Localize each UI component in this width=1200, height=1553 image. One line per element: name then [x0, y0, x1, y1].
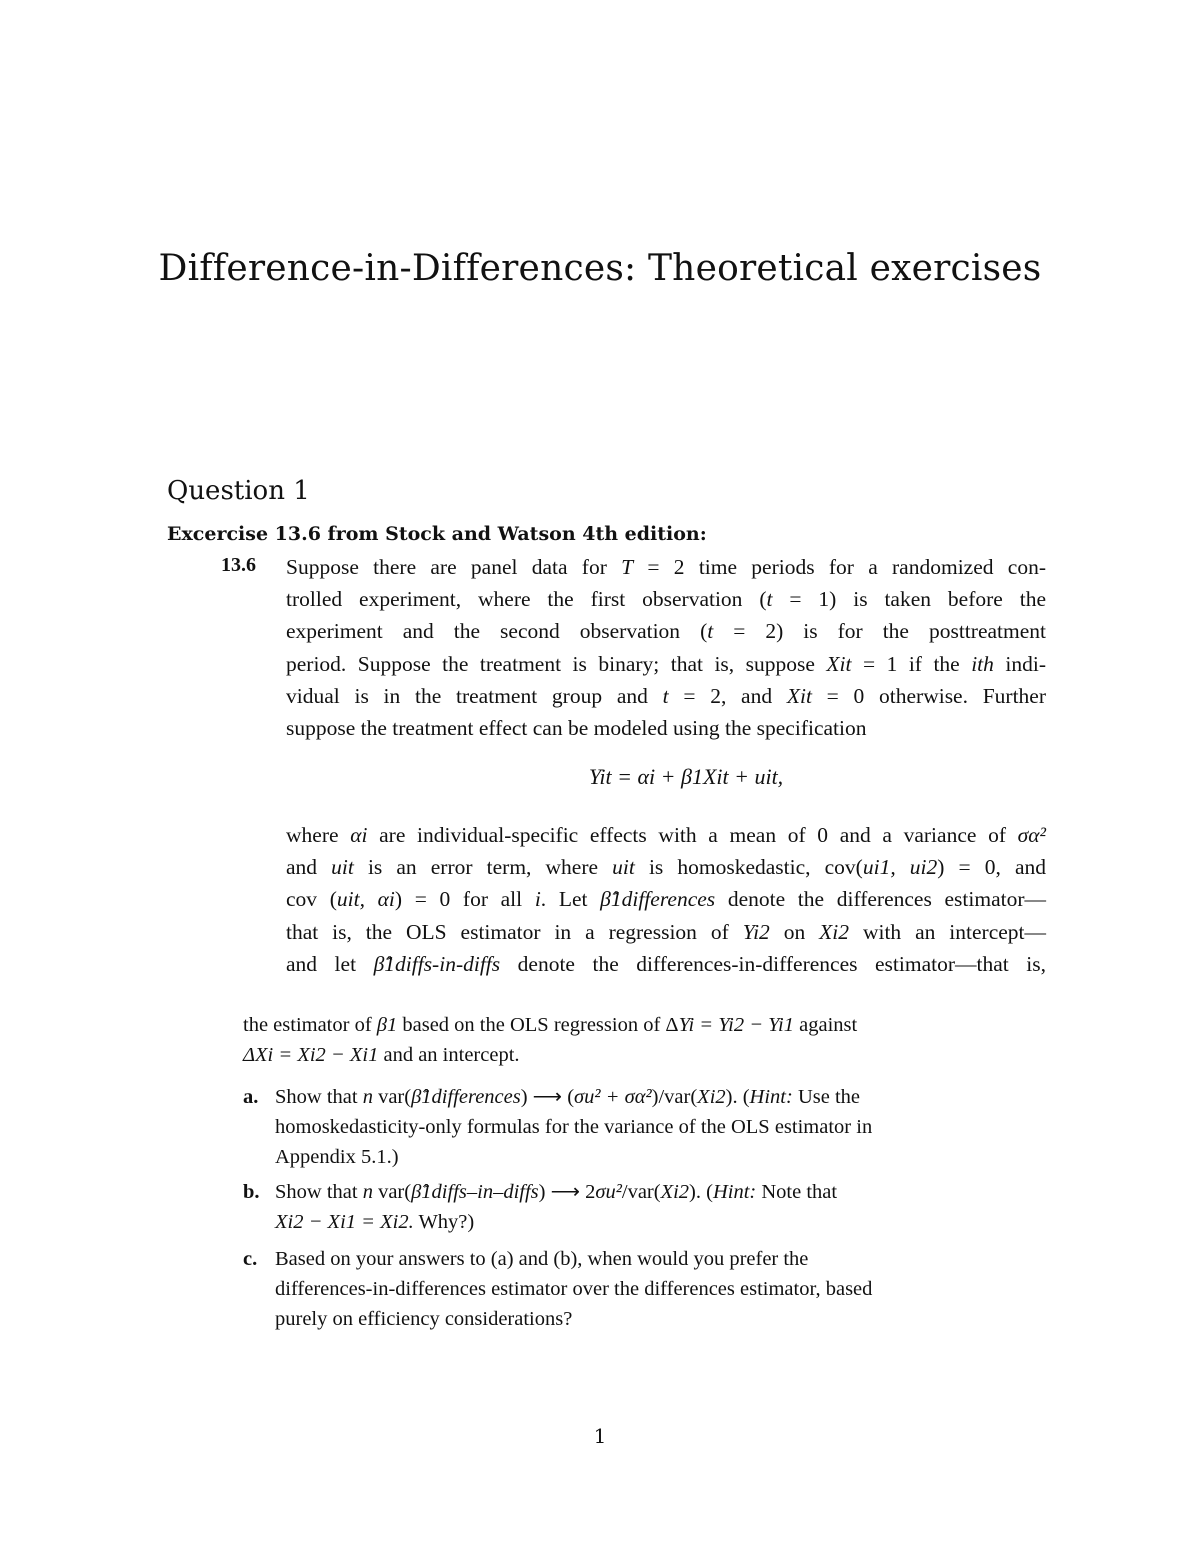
page-number: 1 — [593, 1424, 607, 1448]
text-line: where αi are individual-specific effects with a mean of 0 and a variance of σα² — [286, 823, 1046, 847]
text-line: homoskedasticity-only formulas for the variance of the OLS estimator in — [275, 1116, 873, 1138]
text-line: Show that n var(β̂1diffs–in–diffs) ⟶ 2σu²/var(Xi2). (Hint: Note that — [275, 1181, 838, 1203]
text-line: ΔXi = Xi2 − Xi1 and an intercept. — [243, 1044, 520, 1066]
text-line: cov (uit, αi) = 0 for all i. Let β̂1differences denote the differences estimator— — [286, 887, 1047, 912]
text-line: experiment and the second observation (t = 2) is for the posttreatment — [286, 619, 1046, 644]
text-line: vidual is in the treatment group and t = 2, and Xit = 0 otherwise. Further — [286, 683, 1047, 708]
text-line: the estimator of β1 based on the OLS regression of ΔYi = Yi2 − Yi1 against — [243, 1014, 858, 1036]
document-title: Difference-in-Differences: Theoretical exercises — [158, 248, 1042, 289]
question-heading: Question 1 — [167, 476, 310, 506]
text-line: trolled experiment, where the first observation (t = 1) is taken before the — [286, 587, 1046, 612]
exercise-heading: Excercise 13.6 from Stock and Watson 4th edition: — [167, 523, 707, 545]
exercise-paragraph-1 — [286, 551, 1046, 744]
part-label: c. — [243, 1248, 258, 1270]
exercise-paragraph-3 — [243, 1010, 943, 1070]
text-line: that is, the OLS estimator in a regression of Yi2 on Xi2 with an intercept— — [286, 919, 1047, 944]
exercise-paragraph-2 — [286, 819, 1046, 980]
text-line: Show that n var(β̂1differences) ⟶ (σu² + σα²)/var(Xi2). (Hint: Use the — [275, 1086, 861, 1108]
text-line: differences-in-differences estimator over the differences estimator, based — [275, 1278, 873, 1300]
exercise-number: 13.6 — [221, 554, 256, 576]
text-line: and uit is an error term, where uit is homoskedastic, cov(ui1, ui2) = 0, and — [286, 855, 1047, 880]
part-label: a. — [243, 1086, 259, 1108]
text-line: suppose the treatment effect can be modeled using the specification — [286, 716, 867, 741]
text-line: Based on your answers to (a) and (b), when would you prefer the — [275, 1248, 809, 1270]
part-label: b. — [243, 1181, 260, 1203]
text-line: period. Suppose the treatment is binary; that is, suppose Xit = 1 if the ith indi- — [286, 651, 1046, 676]
text-line: Xi2 − Xi1 = Xi2. Why?) — [275, 1211, 475, 1233]
text-line: Appendix 5.1.) — [275, 1146, 399, 1168]
text-line: purely on efficiency considerations? — [275, 1308, 573, 1330]
text-line: and let β̂1diffs-in-diffs denote the differences-in-differences estimator—that is, — [286, 951, 1046, 976]
model-equation: Yit = αi + β1Xit + uit, — [588, 764, 784, 789]
text-line: Suppose there are panel data for T = 2 time periods for a randomized con- — [286, 555, 1046, 579]
